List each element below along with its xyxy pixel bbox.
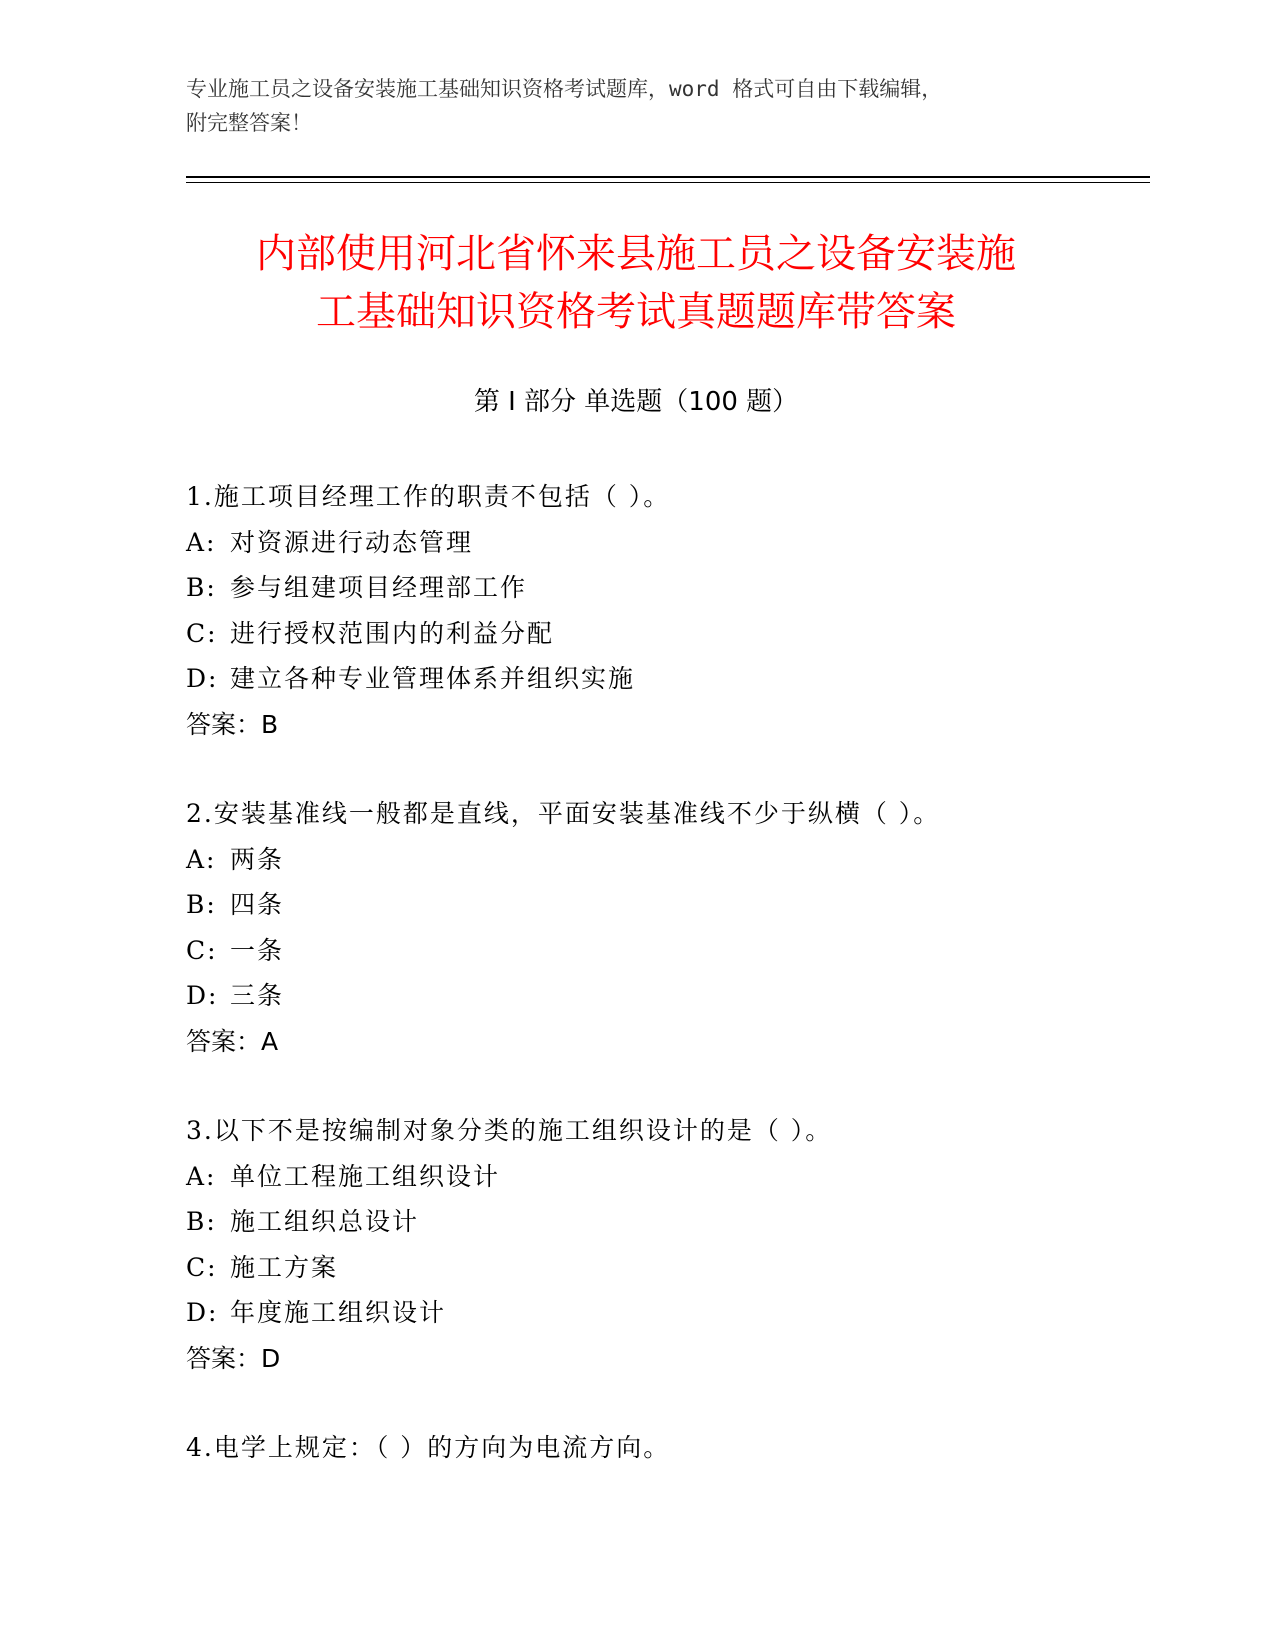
option-text: 一条 [230,935,285,965]
option-letter: A: [186,844,217,874]
question-3 [186,1108,1150,1381]
option-d [186,1290,1150,1336]
header-note-line-2: 附完整答案！ [186,111,312,135]
option-text: 进行授权范围内的利益分配 [230,618,555,648]
option-letter: B: [186,890,217,919]
option-text: 参与组建项目经理部工作 [230,573,528,602]
question-stem: 4.电学上规定：（ ）的方向为电流方向。 [186,1433,671,1462]
header-note [186,72,1086,140]
document-title [186,225,1086,341]
question-stem: 1.施工项目经理工作的职责不包括（ ）。 [186,482,671,511]
question-1 [186,474,1150,747]
option-letter: B: [186,573,217,602]
option-text: 两条 [230,844,285,874]
section-title: 第 I 部分 单选题（100 题） [473,387,799,417]
option-d [186,656,1150,702]
question-stem: 3.以下不是按编制对象分类的施工组织设计的是（ ）。 [186,1116,833,1145]
option-text: 对资源进行动态管理 [230,527,474,557]
answer-line: 答案：B [186,709,279,739]
option-a [186,837,1150,883]
question-list [186,474,1150,1515]
option-letter: C: [186,618,218,648]
option-c [186,1245,1150,1291]
option-text: 施工组织总设计 [230,1207,420,1236]
question-2 [186,791,1150,1064]
option-b [186,882,1150,928]
answer-line: 答案：A [186,1026,279,1056]
option-letter: D: [186,981,219,1010]
option-text: 三条 [230,981,285,1010]
option-text: 单位工程施工组织设计 [230,1161,501,1191]
answer-line: 答案：D [186,1343,281,1373]
header-rule-thin [186,182,1150,183]
header-note-line-1: 专业施工员之设备安装施工基础知识资格考试题库，word 格式可自由下载编辑， [186,77,943,101]
option-d [186,973,1150,1019]
document-title-line-2: 工基础知识资格考试真题题库带答案 [316,289,956,335]
option-letter: A: [186,527,217,557]
option-letter: D: [186,664,219,693]
option-letter: D: [186,1298,219,1327]
option-a [186,520,1150,566]
option-text: 建立各种专业管理体系并组织实施 [230,664,636,693]
option-text: 四条 [230,890,285,919]
option-letter: B: [186,1207,217,1236]
option-b [186,1199,1150,1245]
option-b [186,565,1150,611]
option-a [186,1154,1150,1200]
option-text: 年度施工组织设计 [230,1298,447,1327]
option-text: 施工方案 [230,1252,339,1282]
option-letter: C: [186,935,218,965]
header-rule-thick [186,176,1150,178]
document-title-line-1: 内部使用河北省怀来县施工员之设备安装施 [256,231,1016,277]
question-4 [186,1425,1150,1471]
option-c [186,611,1150,657]
option-letter: C: [186,1252,218,1282]
option-c [186,928,1150,974]
option-letter: A: [186,1161,217,1191]
question-stem: 2.安装基准线一般都是直线，平面安装基准线不少于纵横（ ）。 [186,799,941,828]
